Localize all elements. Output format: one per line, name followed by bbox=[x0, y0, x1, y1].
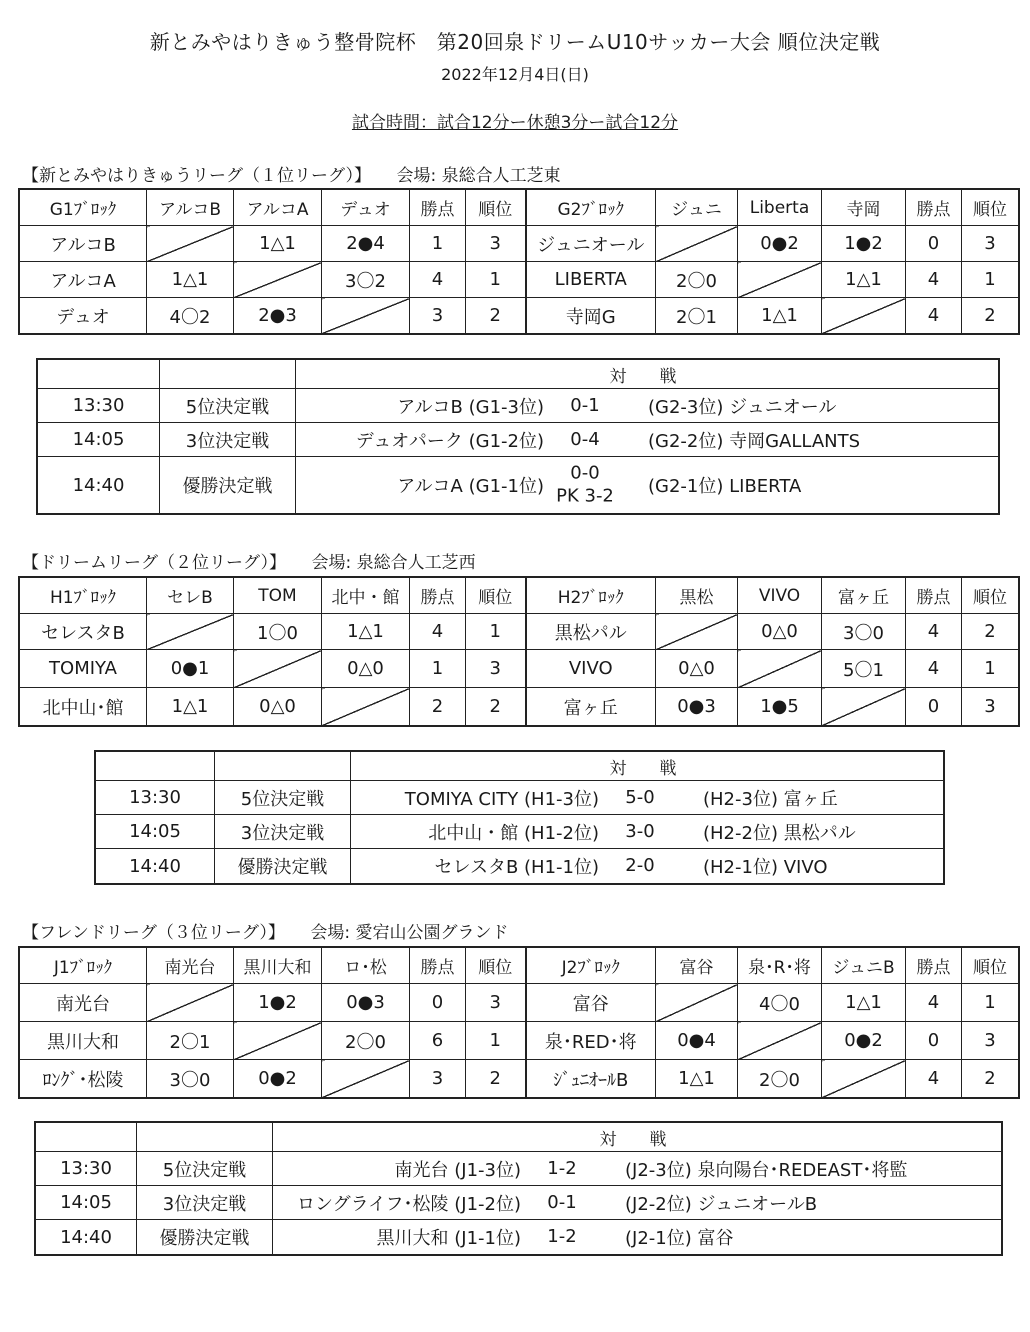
points-cell: 0 bbox=[410, 984, 466, 1022]
rank-cell: 2 bbox=[466, 1060, 526, 1098]
rank-cell: 3 bbox=[466, 984, 526, 1022]
table-row bbox=[20, 298, 1019, 334]
match-score bbox=[544, 463, 626, 508]
self-cell-diagonal bbox=[234, 262, 322, 298]
match-score bbox=[599, 820, 681, 843]
matchup-cell bbox=[351, 781, 944, 815]
home-team: 黒川大和 (J1-1位) bbox=[376, 1228, 521, 1249]
match-row bbox=[96, 781, 944, 815]
result-cell: 1△1 bbox=[822, 984, 906, 1022]
block-name: G2ﾌﾞﾛｯｸ bbox=[526, 190, 656, 226]
team-name: ｼﾞｭﾆｵｰﾙB bbox=[526, 1060, 656, 1098]
result-cell: 1△1 bbox=[147, 688, 234, 726]
score-pk: PK 3-2 bbox=[556, 485, 614, 506]
matchup-cell bbox=[296, 457, 999, 514]
block-name: J2ﾌﾞﾛｯｸ bbox=[526, 948, 656, 984]
team-name: LIBERTA bbox=[526, 262, 656, 298]
kickoff-time: 14:05 bbox=[38, 423, 160, 457]
opponent-header: 寺岡 bbox=[822, 190, 906, 226]
opponent-header: ロ･松 bbox=[322, 948, 410, 984]
match-type: 優勝決定戦 bbox=[160, 457, 296, 514]
rank-cell: 3 bbox=[962, 226, 1019, 262]
rank-cell: 3 bbox=[962, 1022, 1019, 1060]
league-header-row bbox=[20, 578, 1019, 614]
opponent-header: アルコA bbox=[234, 190, 322, 226]
table-row bbox=[20, 1022, 1019, 1060]
result-cell: 1△1 bbox=[147, 262, 234, 298]
match-score bbox=[521, 1191, 603, 1214]
rank-cell: 1 bbox=[962, 262, 1019, 298]
league-heading: 【新とみやはりきゅうリーグ（１位リーグ）】 会場: 泉総合人工芝東 bbox=[22, 166, 561, 186]
team-name: 富ヶ丘 bbox=[526, 688, 656, 726]
result-cell: 0△0 bbox=[738, 614, 822, 650]
block-name: H1ﾌﾞﾛｯｸ bbox=[20, 578, 147, 614]
match-type: 優勝決定戦 bbox=[215, 849, 351, 884]
rank-header: 順位 bbox=[962, 578, 1019, 614]
team-name: 泉･RED･将 bbox=[526, 1022, 656, 1060]
points-cell: 0 bbox=[906, 688, 962, 726]
table-row bbox=[20, 1060, 1019, 1098]
self-cell-diagonal bbox=[822, 1060, 906, 1098]
away-team: (J2-3位) 泉向陽台･REDEAST･将監 bbox=[625, 1159, 908, 1181]
points-header: 勝点 bbox=[410, 948, 466, 984]
match-type: 3位決定戦 bbox=[215, 815, 351, 849]
team-name: 富谷 bbox=[526, 984, 656, 1022]
self-cell-diagonal bbox=[322, 298, 410, 334]
result-cell: 0△0 bbox=[656, 650, 738, 688]
away-team: (G2-2位) 寺岡GALLANTS bbox=[648, 430, 861, 452]
block-name: J1ﾌﾞﾛｯｸ bbox=[20, 948, 147, 984]
match-header-row bbox=[36, 1123, 1002, 1152]
match-type: 5位決定戦 bbox=[160, 389, 296, 423]
result-cell: 2〇1 bbox=[147, 1022, 234, 1060]
points-header: 勝点 bbox=[906, 578, 962, 614]
block-name: H2ﾌﾞﾛｯｸ bbox=[526, 578, 656, 614]
match-score bbox=[544, 394, 626, 417]
result-cell: 0●1 bbox=[147, 650, 234, 688]
matchup-cell bbox=[296, 389, 999, 423]
team-name: デュオ bbox=[20, 298, 147, 334]
league-heading: 【フレンドリーグ（３位リーグ）】 会場: 愛宕山公園グランド bbox=[22, 923, 509, 943]
match-header-row bbox=[96, 752, 944, 781]
team-name: アルコB bbox=[20, 226, 147, 262]
table-row bbox=[20, 650, 1019, 688]
matchup-cell bbox=[273, 1152, 1002, 1186]
page-title: 新とみやはりきゅう整骨院杯 第20回泉ドリームU10サッカー大会 順位決定戦 bbox=[149, 30, 881, 54]
rank-cell: 3 bbox=[962, 688, 1019, 726]
opponent-header: 南光台 bbox=[147, 948, 234, 984]
rank-cell: 1 bbox=[466, 1022, 526, 1060]
blank-cell bbox=[36, 1123, 137, 1152]
result-cell: 0△0 bbox=[322, 650, 410, 688]
result-cell: 0●2 bbox=[822, 1022, 906, 1060]
points-cell: 2 bbox=[410, 688, 466, 726]
score-main: 1-2 bbox=[547, 1157, 577, 1179]
match-header: 対 戦 bbox=[351, 752, 944, 781]
kickoff-time: 14:40 bbox=[38, 457, 160, 514]
blank-cell bbox=[215, 752, 351, 781]
self-cell-diagonal bbox=[738, 1022, 822, 1060]
match-table bbox=[95, 751, 944, 884]
matchup-cell bbox=[351, 849, 944, 884]
match-row bbox=[36, 1220, 1002, 1255]
points-cell: 1 bbox=[410, 226, 466, 262]
home-team: TOMIYA CITY (H1-3位) bbox=[404, 788, 599, 810]
team-name: 北中山･館 bbox=[20, 688, 147, 726]
result-cell: 1△1 bbox=[822, 262, 906, 298]
match-score bbox=[521, 1157, 603, 1180]
rank-cell: 2 bbox=[962, 614, 1019, 650]
league-header-row bbox=[20, 948, 1019, 984]
self-cell-diagonal bbox=[656, 226, 738, 262]
table-row bbox=[20, 688, 1019, 726]
blank-cell bbox=[96, 752, 215, 781]
score-main: 3-0 bbox=[625, 820, 655, 842]
team-name: ジュニオール bbox=[526, 226, 656, 262]
away-team: (G2-3位) ジュニオール bbox=[648, 396, 837, 418]
score-main: 1-2 bbox=[547, 1225, 577, 1247]
points-cell: 1 bbox=[410, 650, 466, 688]
opponent-header: Liberta bbox=[738, 190, 822, 226]
match-score bbox=[599, 855, 681, 878]
result-cell: 2〇1 bbox=[656, 298, 738, 334]
result-cell: 1△1 bbox=[738, 298, 822, 334]
match-row bbox=[36, 1152, 1002, 1186]
home-team: デュオパーク (G1-2位) bbox=[355, 430, 544, 452]
kickoff-time: 13:30 bbox=[96, 781, 215, 815]
match-type: 3位決定戦 bbox=[137, 1186, 273, 1220]
team-name: ﾛﾝｸﾞ･松陵 bbox=[20, 1060, 147, 1098]
result-cell: 1△1 bbox=[656, 1060, 738, 1098]
home-team: セレスタB (H1-1位) bbox=[434, 857, 599, 878]
points-cell: 6 bbox=[410, 1022, 466, 1060]
team-name: 黒川大和 bbox=[20, 1022, 147, 1060]
self-cell-diagonal bbox=[822, 298, 906, 334]
score-main: 0-4 bbox=[570, 428, 600, 450]
points-header: 勝点 bbox=[410, 190, 466, 226]
match-row bbox=[38, 423, 999, 457]
match-score bbox=[521, 1226, 603, 1249]
score-main: 0-1 bbox=[547, 1191, 577, 1213]
result-cell: 2●3 bbox=[234, 298, 322, 334]
result-cell: 1△1 bbox=[234, 226, 322, 262]
opponent-header: デュオ bbox=[322, 190, 410, 226]
table-row bbox=[20, 262, 1019, 298]
points-cell: 3 bbox=[410, 298, 466, 334]
score-main: 2-0 bbox=[625, 854, 655, 876]
self-cell-diagonal bbox=[147, 614, 234, 650]
home-team: アルコA (G1-1位) bbox=[397, 476, 544, 497]
match-table bbox=[37, 359, 999, 514]
matchup-cell bbox=[273, 1186, 1002, 1220]
opponent-header: 富ヶ丘 bbox=[822, 578, 906, 614]
opponent-header: 泉･R･将 bbox=[738, 948, 822, 984]
rank-header: 順位 bbox=[466, 190, 526, 226]
match-row bbox=[38, 457, 999, 514]
result-cell: 0●4 bbox=[656, 1022, 738, 1060]
points-cell: 0 bbox=[906, 1022, 962, 1060]
kickoff-time: 13:30 bbox=[36, 1152, 137, 1186]
result-cell: 1〇0 bbox=[234, 614, 322, 650]
league-heading: 【ドリームリーグ（２位リーグ）】 会場: 泉総合人工芝西 bbox=[22, 553, 476, 573]
match-type: 優勝決定戦 bbox=[137, 1220, 273, 1255]
match-score bbox=[599, 786, 681, 809]
score-main: 0-0 bbox=[570, 462, 600, 484]
result-cell: 3〇0 bbox=[147, 1060, 234, 1098]
away-team: (H2-1位) VIVO bbox=[703, 857, 828, 878]
team-name: セレスタB bbox=[20, 614, 147, 650]
self-cell-diagonal bbox=[147, 226, 234, 262]
result-cell: 1●5 bbox=[738, 688, 822, 726]
opponent-header: アルコB bbox=[147, 190, 234, 226]
blank-cell bbox=[38, 360, 160, 389]
points-cell: 4 bbox=[906, 650, 962, 688]
team-name: VIVO bbox=[526, 650, 656, 688]
result-cell: 0●2 bbox=[738, 226, 822, 262]
result-cell: 2〇0 bbox=[656, 262, 738, 298]
match-row bbox=[96, 849, 944, 884]
kickoff-time: 14:05 bbox=[96, 815, 215, 849]
self-cell-diagonal bbox=[656, 984, 738, 1022]
points-cell: 4 bbox=[410, 614, 466, 650]
rank-cell: 2 bbox=[962, 298, 1019, 334]
self-cell-diagonal bbox=[322, 1060, 410, 1098]
rank-cell: 2 bbox=[962, 1060, 1019, 1098]
match-row bbox=[38, 389, 999, 423]
result-cell: 4〇0 bbox=[738, 984, 822, 1022]
league-table bbox=[19, 947, 1019, 1098]
points-cell: 4 bbox=[906, 1060, 962, 1098]
result-cell: 1●2 bbox=[822, 226, 906, 262]
result-cell: 1△1 bbox=[322, 614, 410, 650]
opponent-header: VIVO bbox=[738, 578, 822, 614]
self-cell-diagonal bbox=[738, 650, 822, 688]
opponent-header: ジュニ bbox=[656, 190, 738, 226]
self-cell-diagonal bbox=[147, 984, 234, 1022]
score-main: 0-1 bbox=[570, 394, 600, 416]
points-cell: 4 bbox=[906, 298, 962, 334]
self-cell-diagonal bbox=[234, 650, 322, 688]
table-row bbox=[20, 226, 1019, 262]
away-team: (H2-2位) 黒松パル bbox=[703, 822, 856, 844]
matchup-cell bbox=[351, 815, 944, 849]
match-row bbox=[36, 1186, 1002, 1220]
event-date: 2022年12月4日(日) bbox=[441, 65, 589, 84]
rank-header: 順位 bbox=[962, 190, 1019, 226]
rank-cell: 3 bbox=[466, 650, 526, 688]
opponent-header: 黒川大和 bbox=[234, 948, 322, 984]
team-name: 黒松パル bbox=[526, 614, 656, 650]
rank-header: 順位 bbox=[962, 948, 1019, 984]
points-cell: 4 bbox=[410, 262, 466, 298]
table-row bbox=[20, 984, 1019, 1022]
away-team: (H2-3位) 富ヶ丘 bbox=[703, 788, 838, 810]
opponent-header: セレB bbox=[147, 578, 234, 614]
rank-cell: 1 bbox=[466, 614, 526, 650]
self-cell-diagonal bbox=[656, 614, 738, 650]
points-cell: 4 bbox=[906, 984, 962, 1022]
match-table bbox=[35, 1122, 1002, 1255]
points-cell: 4 bbox=[906, 614, 962, 650]
kickoff-time: 14:05 bbox=[36, 1186, 137, 1220]
home-team: アルコB (G1-3位) bbox=[397, 396, 544, 418]
team-name: 南光台 bbox=[20, 984, 147, 1022]
rank-cell: 1 bbox=[962, 984, 1019, 1022]
table-row bbox=[20, 614, 1019, 650]
result-cell: 2〇0 bbox=[738, 1060, 822, 1098]
points-header: 勝点 bbox=[410, 578, 466, 614]
kickoff-time: 14:40 bbox=[36, 1220, 137, 1255]
home-team: 北中山・館 (H1-2位) bbox=[428, 822, 599, 844]
match-type: 5位決定戦 bbox=[215, 781, 351, 815]
result-cell: 0●2 bbox=[234, 1060, 322, 1098]
result-cell: 0●3 bbox=[322, 984, 410, 1022]
team-name: 寺岡G bbox=[526, 298, 656, 334]
away-team: (J2-1位) 富谷 bbox=[625, 1228, 734, 1249]
result-cell: 0●3 bbox=[656, 688, 738, 726]
home-team: 南光台 (J1-3位) bbox=[394, 1159, 521, 1181]
self-cell-diagonal bbox=[822, 688, 906, 726]
kickoff-time: 14:40 bbox=[96, 849, 215, 884]
match-header: 対 戦 bbox=[296, 360, 999, 389]
match-time-rule: 試合時間：試合12分ー休憩3分ー試合12分 bbox=[351, 113, 679, 133]
matchup-cell bbox=[273, 1220, 1002, 1255]
self-cell-diagonal bbox=[234, 1022, 322, 1060]
opponent-header: 富谷 bbox=[656, 948, 738, 984]
score-main: 5-0 bbox=[625, 786, 655, 808]
result-cell: 2〇0 bbox=[322, 1022, 410, 1060]
blank-cell bbox=[137, 1123, 273, 1152]
result-cell: 1●2 bbox=[234, 984, 322, 1022]
match-score bbox=[544, 428, 626, 451]
result-cell: 3〇2 bbox=[322, 262, 410, 298]
result-cell: 0△0 bbox=[234, 688, 322, 726]
opponent-header: 北中・館 bbox=[322, 578, 410, 614]
league-header-row bbox=[20, 190, 1019, 226]
opponent-header: 黒松 bbox=[656, 578, 738, 614]
result-cell: 4〇2 bbox=[147, 298, 234, 334]
rank-cell: 1 bbox=[962, 650, 1019, 688]
away-team: (J2-2位) ジュニオールB bbox=[625, 1193, 818, 1215]
league-table bbox=[19, 577, 1019, 726]
opponent-header: TOM bbox=[234, 578, 322, 614]
home-team: ロングライフ･松陵 (J1-2位) bbox=[296, 1193, 521, 1215]
match-header: 対 戦 bbox=[273, 1123, 1002, 1152]
team-name: TOMIYA bbox=[20, 650, 147, 688]
kickoff-time: 13:30 bbox=[38, 389, 160, 423]
block-name: G1ﾌﾞﾛｯｸ bbox=[20, 190, 147, 226]
opponent-header: ジュニB bbox=[822, 948, 906, 984]
rank-header: 順位 bbox=[466, 578, 526, 614]
rank-cell: 1 bbox=[466, 262, 526, 298]
team-name: アルコA bbox=[20, 262, 147, 298]
rank-cell: 3 bbox=[466, 226, 526, 262]
rank-cell: 2 bbox=[466, 298, 526, 334]
rank-header: 順位 bbox=[466, 948, 526, 984]
points-cell: 4 bbox=[906, 262, 962, 298]
points-header: 勝点 bbox=[906, 190, 962, 226]
league-table bbox=[19, 189, 1019, 334]
points-cell: 3 bbox=[410, 1060, 466, 1098]
result-cell: 3〇0 bbox=[822, 614, 906, 650]
matchup-cell bbox=[296, 423, 999, 457]
self-cell-diagonal bbox=[738, 262, 822, 298]
rank-cell: 2 bbox=[466, 688, 526, 726]
blank-cell bbox=[160, 360, 296, 389]
match-type: 3位決定戦 bbox=[160, 423, 296, 457]
match-header-row bbox=[38, 360, 999, 389]
points-header: 勝点 bbox=[906, 948, 962, 984]
self-cell-diagonal bbox=[322, 688, 410, 726]
match-row bbox=[96, 815, 944, 849]
match-type: 5位決定戦 bbox=[137, 1152, 273, 1186]
result-cell: 5〇1 bbox=[822, 650, 906, 688]
points-cell: 0 bbox=[906, 226, 962, 262]
away-team: (G2-1位) LIBERTA bbox=[648, 476, 802, 497]
result-cell: 2●4 bbox=[322, 226, 410, 262]
